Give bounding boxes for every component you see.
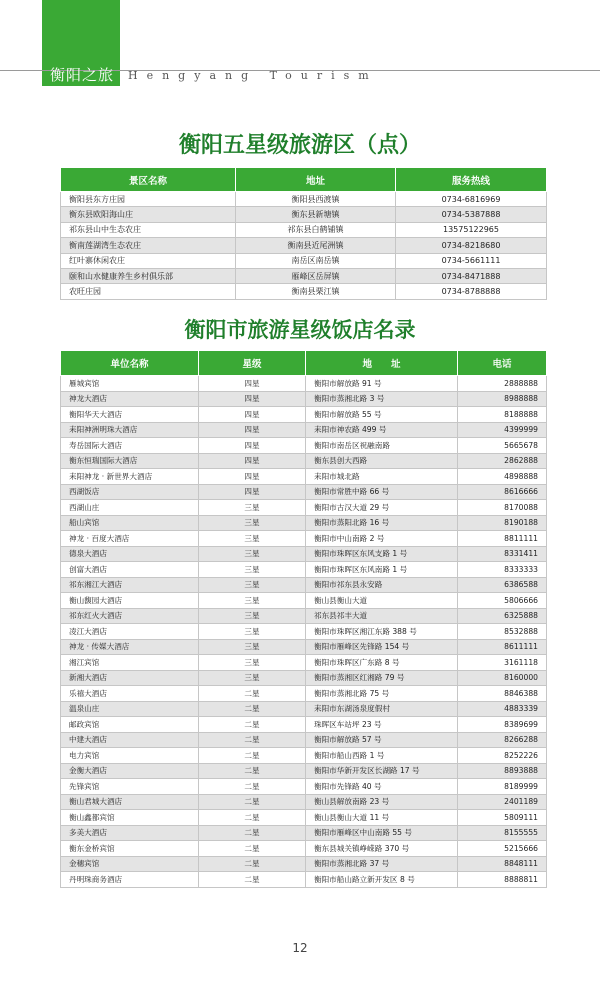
hotel-star-cell: 三星 [199,624,306,640]
hotel-star-cell: 二星 [199,701,306,717]
scenic-hotline-cell: 13575122965 [396,222,547,237]
hotel-address-cell: 衡阳市华新开发区长湖路 17 号 [306,763,458,779]
table-row [61,376,547,392]
hotel-phone-cell: 8848111 [458,856,547,872]
hotel-address-cell: 珠晖区车站坪 23 号 [306,717,458,733]
table-row [61,856,547,872]
scenic-address-cell: 衡南县栗江镇 [236,284,396,299]
hotel-phone-cell: 8252226 [458,748,547,764]
hotels-table [60,350,547,888]
hotel-star-cell: 二星 [199,732,306,748]
hotel-phone-cell: 8155555 [458,825,547,841]
table-row [61,608,547,624]
table-row [61,192,547,207]
table-row [61,686,547,702]
table-row [61,268,547,283]
scenic-hotline-cell: 0734-6816969 [396,192,547,207]
hotel-star-cell: 四星 [199,407,306,423]
hotel-star-cell: 二星 [199,825,306,841]
table-row [61,253,547,268]
scenic-table [60,167,547,300]
hotel-address-cell: 衡阳市珠晖区湘江东路 388 号 [306,624,458,640]
hotel-phone-cell: 8331411 [458,546,547,562]
hotel-name-cell: 金穗宾馆 [61,856,199,872]
hotel-star-cell: 三星 [199,500,306,516]
hotel-phone-cell: 8616666 [458,484,547,500]
hotel-phone-cell: 8170088 [458,500,547,516]
hotel-star-cell: 四星 [199,376,306,392]
hotels-header-row [61,351,547,376]
hotel-address-cell: 耒阳市东湖汤泉度假村 [306,701,458,717]
hotel-star-cell: 二星 [199,686,306,702]
hotel-address-cell: 衡阳市雁峰区中山南路 55 号 [306,825,458,841]
hotel-name-cell: 祁东湘江大酒店 [61,577,199,593]
hotel-phone-cell: 4898888 [458,469,547,485]
hotels-col-name: 单位名称 [61,351,199,376]
hotel-address-cell: 衡阳市蒸阳北路 16 号 [306,515,458,531]
hotel-address-cell: 衡阳市蒸湘北路 75 号 [306,686,458,702]
hotel-phone-cell: 8532888 [458,624,547,640]
hotels-section-title: 衡阳市旅游星级饭店名录 [184,317,416,342]
hotel-name-cell: 湘江宾馆 [61,655,199,671]
hotel-name-cell: 寿岳国际大酒店 [61,438,199,454]
table-row [61,484,547,500]
hotel-address-cell: 衡东县城关镇峥嵘路 370 号 [306,841,458,857]
hotel-phone-cell: 8389699 [458,717,547,733]
hotel-name-cell: 德泉大酒店 [61,546,199,562]
table-row [61,546,547,562]
table-row [61,779,547,795]
page-number: 12 [292,941,308,955]
table-row [61,515,547,531]
hotel-name-cell: 凌江大酒店 [61,624,199,640]
hotel-star-cell: 四星 [199,391,306,407]
hotel-name-cell: 衡东金桥宾馆 [61,841,199,857]
table-row [61,531,547,547]
header-title: 衡阳之旅 [50,66,115,84]
scenic-table-body [61,192,547,300]
scenic-hotline-cell: 0734-8471888 [396,268,547,283]
hotel-name-cell: 船山宾馆 [61,515,199,531]
hotel-phone-cell: 8266288 [458,732,547,748]
scenic-hotline-cell: 0734-5661111 [396,253,547,268]
hotel-name-cell: 神龙 · 传媒大酒店 [61,639,199,655]
table-row [61,794,547,810]
hotel-name-cell: 神龙大酒店 [61,391,199,407]
hotel-address-cell: 耒阳市城北路 [306,469,458,485]
hotel-address-cell: 衡阳市古汉大道 29 号 [306,500,458,516]
hotel-phone-cell: 8333333 [458,562,547,578]
hotel-name-cell: 耒阳神龙 · 新世界大酒店 [61,469,199,485]
hotel-address-cell: 衡阳市蒸湘北路 37 号 [306,856,458,872]
hotel-star-cell: 四星 [199,484,306,500]
hotel-name-cell: 温泉山庄 [61,701,199,717]
hotel-name-cell: 新湘大酒店 [61,670,199,686]
hotel-phone-cell: 8988888 [458,391,547,407]
scenic-hotline-cell: 0734-5387888 [396,207,547,222]
hotel-star-cell: 二星 [199,872,306,888]
table-row [61,593,547,609]
hotel-address-cell: 衡阳市解放路 57 号 [306,732,458,748]
hotel-name-cell: 衡山馥园大酒店 [61,593,199,609]
hotel-name-cell: 衡山君城大酒店 [61,794,199,810]
hotel-address-cell: 衡阳市雁峰区先锋路 154 号 [306,639,458,655]
hotel-name-cell: 丹明珠商务酒店 [61,872,199,888]
hotel-phone-cell: 8893888 [458,763,547,779]
hotel-address-cell: 衡阳市蒸湘北路 3 号 [306,391,458,407]
hotel-name-cell: 电力宾馆 [61,748,199,764]
table-row [61,422,547,438]
scenic-col-name: 景区名称 [61,168,236,192]
table-row [61,841,547,857]
hotel-name-cell: 邮政宾馆 [61,717,199,733]
hotel-name-cell: 雁城宾馆 [61,376,199,392]
hotel-star-cell: 四星 [199,453,306,469]
table-row [61,748,547,764]
scenic-name-cell: 颐和山水健康养生乡村俱乐部 [61,268,236,283]
scenic-name-cell: 衡南莲湖湾生态农庄 [61,238,236,253]
scenic-col-address: 地址 [236,168,396,192]
hotels-col-star: 星级 [199,351,306,376]
table-row [61,825,547,841]
hotel-phone-cell: 2862888 [458,453,547,469]
scenic-header-row [61,168,547,192]
hotel-star-cell: 三星 [199,655,306,671]
scenic-address-cell: 祁东县白鹤铺镇 [236,222,396,237]
table-row [61,469,547,485]
hotels-table-body [61,376,547,888]
hotel-star-cell: 二星 [199,779,306,795]
hotel-phone-cell: 4883339 [458,701,547,717]
hotel-address-cell: 衡山县衡山大道 11 号 [306,810,458,826]
table-row [61,222,547,237]
hotel-star-cell: 三星 [199,577,306,593]
table-row [61,453,547,469]
table-row [61,717,547,733]
table-row [61,639,547,655]
hotel-phone-cell: 2888888 [458,376,547,392]
hotel-address-cell: 衡阳市中山南路 2 号 [306,531,458,547]
table-row [61,701,547,717]
table-row [61,238,547,253]
hotel-name-cell: 西湖山庄 [61,500,199,516]
hotel-star-cell: 三星 [199,608,306,624]
scenic-name-cell: 衡阳县东方庄园 [61,192,236,207]
hotel-name-cell: 耒阳神洲明珠大酒店 [61,422,199,438]
hotel-name-cell: 祁东红火大酒店 [61,608,199,624]
scenic-section-title: 衡阳五星级旅游区（点） [178,132,421,158]
hotel-star-cell: 二星 [199,763,306,779]
hotel-phone-cell: 3161118 [458,655,547,671]
hotel-name-cell: 金衡大酒店 [61,763,199,779]
hotel-name-cell: 神龙 · 百度大酒店 [61,531,199,547]
hotel-address-cell: 衡山县衡山大道 [306,593,458,609]
table-row [61,763,547,779]
hotel-address-cell: 衡山县解放南路 23 号 [306,794,458,810]
scenic-name-cell: 农旺庄园 [61,284,236,299]
hotel-star-cell: 三星 [199,639,306,655]
hotel-star-cell: 四星 [199,422,306,438]
hotel-name-cell: 创富大酒店 [61,562,199,578]
hotels-col-phone: 电话 [458,351,547,376]
hotel-phone-cell: 4399999 [458,422,547,438]
hotel-address-cell: 衡阳市蒸湘区红湘路 79 号 [306,670,458,686]
table-row [61,732,547,748]
hotel-star-cell: 三星 [199,670,306,686]
hotel-name-cell: 衡阳华天大酒店 [61,407,199,423]
hotel-phone-cell: 8189999 [458,779,547,795]
hotel-address-cell: 衡阳市珠晖区东风支路 1 号 [306,546,458,562]
hotel-address-cell: 衡阳市常胜中路 66 号 [306,484,458,500]
hotel-phone-cell: 5806666 [458,593,547,609]
hotel-phone-cell: 8160000 [458,670,547,686]
hotel-address-cell: 衡阳市船山西路 1 号 [306,748,458,764]
table-row [61,391,547,407]
scenic-address-cell: 雁峰区岳屏镇 [236,268,396,283]
scenic-name-cell: 祁东县山中生态农庄 [61,222,236,237]
hotel-phone-cell: 2401189 [458,794,547,810]
hotel-name-cell: 衡东恒瑞国际大酒店 [61,453,199,469]
hotel-star-cell: 四星 [199,438,306,454]
hotel-phone-cell: 6325888 [458,608,547,624]
hotel-phone-cell: 5665678 [458,438,547,454]
hotel-address-cell: 衡阳市南岳区祝融南路 [306,438,458,454]
hotel-name-cell: 乐禧大酒店 [61,686,199,702]
hotel-star-cell: 三星 [199,515,306,531]
hotel-phone-cell: 8190188 [458,515,547,531]
scenic-name-cell: 红叶寨休闲农庄 [61,253,236,268]
hotel-star-cell: 四星 [199,469,306,485]
hotel-address-cell: 衡阳市珠晖区东风南路 1 号 [306,562,458,578]
scenic-hotline-cell: 0734-8218680 [396,238,547,253]
hotel-address-cell: 衡阳市解放路 91 号 [306,376,458,392]
hotel-star-cell: 二星 [199,717,306,733]
hotel-phone-cell: 6386588 [458,577,547,593]
hotel-name-cell: 先锋宾馆 [61,779,199,795]
scenic-address-cell: 衡南县近尾洲镇 [236,238,396,253]
table-row [61,872,547,888]
hotel-star-cell: 三星 [199,531,306,547]
scenic-address-cell: 衡阳县西渡镇 [236,192,396,207]
hotel-address-cell: 祁东县祁丰大道 [306,608,458,624]
hotel-name-cell: 西湖饭店 [61,484,199,500]
hotels-col-address: 地 址 [306,351,458,376]
hotel-phone-cell: 8888811 [458,872,547,888]
hotel-phone-cell: 8811111 [458,531,547,547]
scenic-hotline-cell: 0734-8788888 [396,284,547,299]
hotel-star-cell: 三星 [199,546,306,562]
table-row [61,500,547,516]
table-row [61,577,547,593]
scenic-col-hotline: 服务热线 [396,168,547,192]
header-subtitle: Hengyang Tourism [128,69,378,82]
table-row [61,438,547,454]
hotel-star-cell: 二星 [199,794,306,810]
table-row [61,655,547,671]
table-row [61,284,547,299]
hotel-phone-cell: 8188888 [458,407,547,423]
hotel-phone-cell: 8846388 [458,686,547,702]
table-row [61,407,547,423]
table-row [61,624,547,640]
hotel-name-cell: 衡山鑫都宾馆 [61,810,199,826]
table-row [61,670,547,686]
hotel-address-cell: 衡阳市珠晖区广东路 8 号 [306,655,458,671]
table-row [61,810,547,826]
hotel-star-cell: 二星 [199,748,306,764]
hotel-address-cell: 衡阳市先锋路 40 号 [306,779,458,795]
hotel-star-cell: 三星 [199,593,306,609]
hotel-phone-cell: 5809111 [458,810,547,826]
hotel-address-cell: 耒阳市神农路 499 号 [306,422,458,438]
scenic-address-cell: 南岳区南岳镇 [236,253,396,268]
hotel-address-cell: 衡阳市船山路立新开发区 8 号 [306,872,458,888]
hotel-phone-cell: 5215666 [458,841,547,857]
hotel-star-cell: 二星 [199,810,306,826]
hotel-address-cell: 衡阳市解放路 55 号 [306,407,458,423]
table-row [61,207,547,222]
hotel-name-cell: 多美大酒店 [61,825,199,841]
hotel-star-cell: 二星 [199,841,306,857]
hotel-address-cell: 衡东县创大西路 [306,453,458,469]
scenic-address-cell: 衡东县新塘镇 [236,207,396,222]
table-row [61,562,547,578]
scenic-name-cell: 衡东县欧阳海山庄 [61,207,236,222]
hotel-address-cell: 衡阳市祁东县永安路 [306,577,458,593]
hotel-phone-cell: 8611111 [458,639,547,655]
hotel-star-cell: 三星 [199,562,306,578]
hotel-name-cell: 中建大酒店 [61,732,199,748]
hotel-star-cell: 二星 [199,856,306,872]
